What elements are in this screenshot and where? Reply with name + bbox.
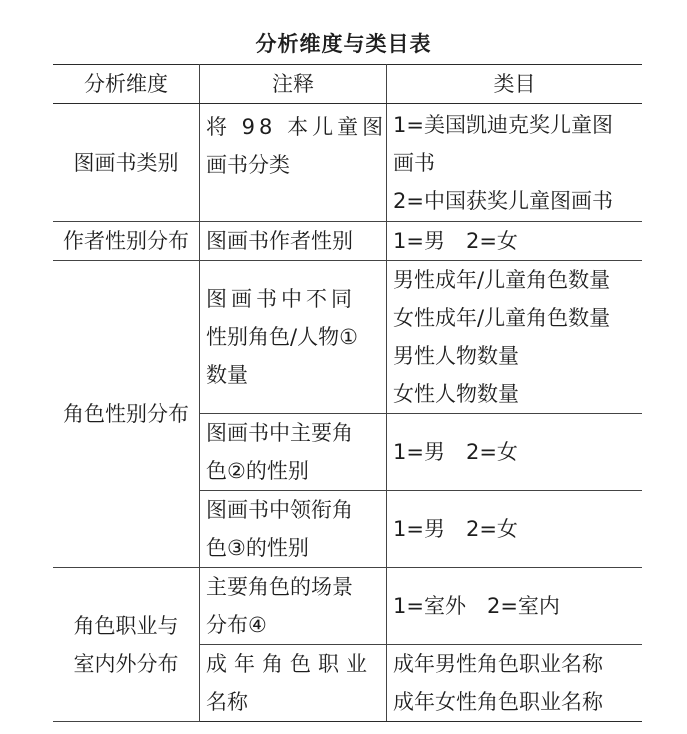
table-row: [53, 104, 642, 222]
table-row: [53, 568, 642, 645]
category-line: 1=男 2=女: [393, 440, 518, 464]
note-line: 图画书作者性别: [206, 229, 353, 253]
note-line: 色③的性别: [206, 536, 309, 560]
note-cell: [200, 645, 387, 722]
note-line: 名称: [206, 690, 248, 714]
note-cell: [200, 568, 387, 645]
note-cell: [200, 222, 387, 261]
note-line: 色②的性别: [206, 459, 309, 483]
category-line: 女性人物数量: [393, 382, 519, 406]
header-dimension: 分析维度: [53, 65, 200, 104]
note-line: 成年角色职业: [206, 652, 374, 676]
category-line: 成年男性角色职业名称: [393, 652, 603, 676]
header-note: 注释: [200, 65, 387, 104]
category-cell: [387, 261, 643, 414]
dimension-cell: 作者性别分布: [53, 222, 200, 261]
category-cell: [387, 104, 643, 222]
note-line: 主要角色的场景: [206, 575, 353, 599]
category-line: 男性成年/儿童角色数量: [393, 268, 611, 292]
dimension-cell: 图画书类别: [53, 104, 200, 222]
table-header-row: [53, 65, 642, 104]
category-line: 1=室外 2=室内: [393, 594, 560, 618]
note-cell: [200, 104, 387, 222]
note-line: 分布④: [206, 613, 267, 637]
note-cell: [200, 414, 387, 491]
category-cell: [387, 222, 643, 261]
analysis-dimension-table: [53, 64, 642, 722]
category-line: 成年女性角色职业名称: [393, 690, 603, 714]
note-line: 图画书中领衔角: [206, 498, 353, 522]
dimension-line: 室内外分布: [73, 651, 179, 676]
note-line: 将 98 本儿童图: [206, 115, 388, 139]
category-line: 2=中国获奖儿童图画书: [393, 188, 613, 213]
table-title: 分析维度与类目表: [255, 32, 432, 56]
category-line: 画书: [393, 150, 435, 175]
note-cell: [200, 261, 387, 414]
note-line: 图画书中主要角: [206, 421, 353, 445]
category-line: 男性人物数量: [393, 344, 519, 368]
dimension-line: 角色职业与: [73, 613, 179, 638]
category-cell: [387, 414, 643, 491]
table-row: [53, 261, 642, 414]
dimension-cell: 角色性别分布: [53, 261, 200, 568]
note-line: 图画书中不同: [206, 287, 356, 311]
category-line: 1=美国凯迪克奖儿童图: [393, 112, 613, 137]
category-line: 女性成年/儿童角色数量: [393, 306, 611, 330]
category-cell: [387, 491, 643, 568]
note-cell: [200, 491, 387, 568]
note-line: 性别角色/人物①: [206, 325, 358, 349]
category-line: 1=男 2=女: [393, 229, 518, 253]
table-row: [53, 222, 642, 261]
note-line: 画书分类: [206, 153, 290, 177]
category-cell: [387, 645, 643, 722]
header-category: 类目: [387, 65, 643, 104]
dimension-cell: [53, 568, 200, 722]
category-cell: [387, 568, 643, 645]
note-line: 数量: [206, 363, 248, 387]
category-line: 1=男 2=女: [393, 517, 518, 541]
